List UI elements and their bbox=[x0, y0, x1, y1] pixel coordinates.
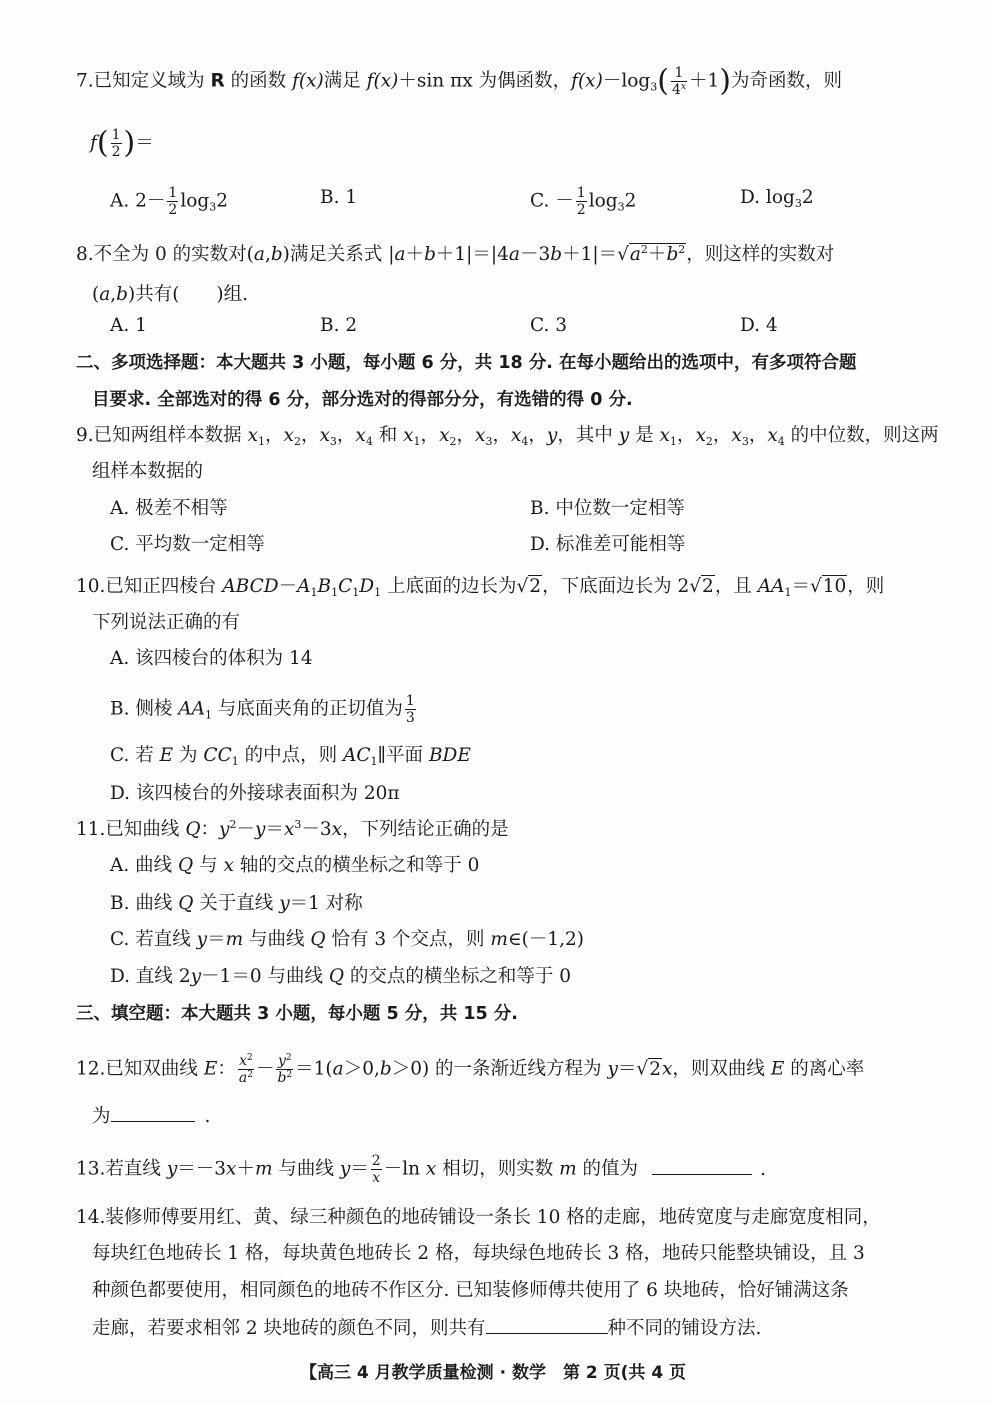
q10-option-c: C. 若 E 为 $CC_1$ 的中点，则 $AC_1\parallel$平面 BDE bbox=[110, 745, 471, 768]
section3-heading: 三、填空题：本大题共 3 小题，每小题 5 分，共 15 分. bbox=[76, 1004, 518, 1024]
q8-option-c: C. 3 bbox=[530, 315, 568, 336]
section2-heading-line2: 目要求. 全部选对的得 6 分，部分选对的得部分分，有选错的得 0 分. bbox=[92, 390, 633, 410]
q12-line1: 12.已知双曲线 E： $\frac{x^2}{a^2}$ － $\frac{y^2}{b^2}$ ＝1(a＞0,b＞0) 的一条渐近线方程为 y＝√2x，则双曲线 E 的离心率 bbox=[76, 1053, 865, 1086]
q12-line2: 为 . bbox=[92, 1103, 210, 1129]
q10-option-b: B. 侧棱 $AA_1$ 与底面夹角的正切值为 $\frac{1}{3}$ bbox=[110, 693, 415, 726]
q8-option-a: A. 1 bbox=[110, 315, 147, 336]
q10-line2: 下列说法正确的有 bbox=[92, 612, 241, 633]
q9-line1: 9.已知两组样本数据 $x_1$，$x_2$，$x_3$，$x_4$ 和 $x_1$，$x_2$，$x_3$，$x_4$，y，其中 y 是 $x_1$，$x_2$，$x_3$，$x_4$ 的中位数，则这两 bbox=[76, 425, 939, 448]
q11-line1: 11.已知曲线 Q：$y^2-y=x^3-3x$，下列结论正确的是 bbox=[76, 818, 509, 840]
q8-line2: (a,b)共有( )组. bbox=[92, 284, 249, 305]
q8-line1: 8.不全为 0 的实数对(a,b)满足关系式 $|a+b+1|=|4a-3b+1|=√a^2+b^2$，则这样的实数对 bbox=[76, 243, 835, 265]
q11-option-b: B. 曲线 Q 关于直线 y＝1 对称 bbox=[110, 893, 363, 914]
q14-line1: 14.装修师傅要用红、黄、绿三种颜色的地砖铺设一条长 10 格的走廊，地砖宽度与走廊宽度相同， bbox=[76, 1207, 881, 1228]
q9-line2: 组样本数据的 bbox=[92, 461, 204, 482]
q14-line3: 种颜色都要使用，相同颜色的地砖不作区分. 已知装修师傅共使用了 6 块地砖，恰好铺满这条 bbox=[92, 1280, 849, 1301]
q9-option-b: B. 中位数一定相等 bbox=[530, 498, 685, 519]
q13-answer-blank[interactable] bbox=[652, 1156, 752, 1175]
q7-option-c: C. － $\frac{1}{2}$ $\log_32$ bbox=[530, 185, 637, 218]
q9-option-d: D. 标准差可能相等 bbox=[530, 534, 686, 555]
q9-option-a: A. 极差不相等 bbox=[110, 498, 228, 519]
q14-line2: 每块红色地砖长 1 格，每块黄色地砖长 2 格，每块绿色地砖长 3 格，地砖只能整块铺设，且 3 bbox=[92, 1243, 865, 1264]
q8-option-d: D. 4 bbox=[740, 315, 778, 336]
q7-line1: 7.已知定义域为 R 的函数 f(x)满足 f(x)＋sin πx 为偶函数，$f(x)-\log_3$( $\frac{1}{4^x}$ ＋1)为奇函数，则 bbox=[76, 63, 842, 99]
q11-option-d: D. 直线 2y－1＝0 与曲线 Q 的交点的横坐标之和等于 0 bbox=[110, 966, 572, 987]
q13-line1: 13.若直线 y＝－3x＋m 与曲线 y＝ $\frac{2}{x}$ －ln x 相切，则实数 m 的值为 . bbox=[76, 1153, 766, 1186]
q7-option-a: A. 2－ $\frac{1}{2}$ $\log_32$ bbox=[110, 185, 229, 218]
q7-option-b: B. 1 bbox=[320, 187, 358, 208]
frac-1-over-4x: $\frac{1}{4^x}$ bbox=[671, 65, 686, 98]
section2-heading-line1: 二、多项选择题：本大题共 3 小题，每小题 6 分，共 18 分. 在每小题给出的选项中，有多项符合题 bbox=[76, 353, 857, 373]
page-footer: 【高三 4 月教学质量检测 · 数学 第 2 页(共 4 页 bbox=[300, 1363, 687, 1383]
q11-option-a: A. 曲线 Q 与 x 轴的交点的横坐标之和等于 0 bbox=[110, 855, 480, 876]
q12-answer-blank[interactable] bbox=[111, 1103, 195, 1122]
frac-half: $\frac{1}{2}$ bbox=[111, 127, 121, 160]
q7-option-d: D. $\log_32$ bbox=[740, 187, 814, 210]
q8-option-b: B. 2 bbox=[320, 315, 358, 336]
q9-option-c: C. 平均数一定相等 bbox=[110, 534, 265, 555]
q10-option-d: D. 该四棱台的外接球表面积为 20π bbox=[110, 783, 400, 804]
q10-line1: 10.已知正四棱台 $ABCD-A_1B_1C_1D_1$ 上底面的边长为√2，下底面边长为 2√2，且 $AA_1=√10$，则 bbox=[76, 576, 885, 599]
q11-option-c: C. 若直线 y＝m 与曲线 Q 恰有 3 个交点，则 m∈(－1,2) bbox=[110, 929, 584, 950]
q7-line2: f( $\frac{1}{2}$ )＝ bbox=[90, 125, 154, 161]
q14-answer-blank[interactable] bbox=[486, 1315, 608, 1334]
q10-option-a: A. 该四棱台的体积为 14 bbox=[110, 648, 313, 669]
q14-line4: 走廊，若要求相邻 2 块地砖的颜色不同，则共有 种不同的铺设方法. bbox=[92, 1315, 761, 1341]
